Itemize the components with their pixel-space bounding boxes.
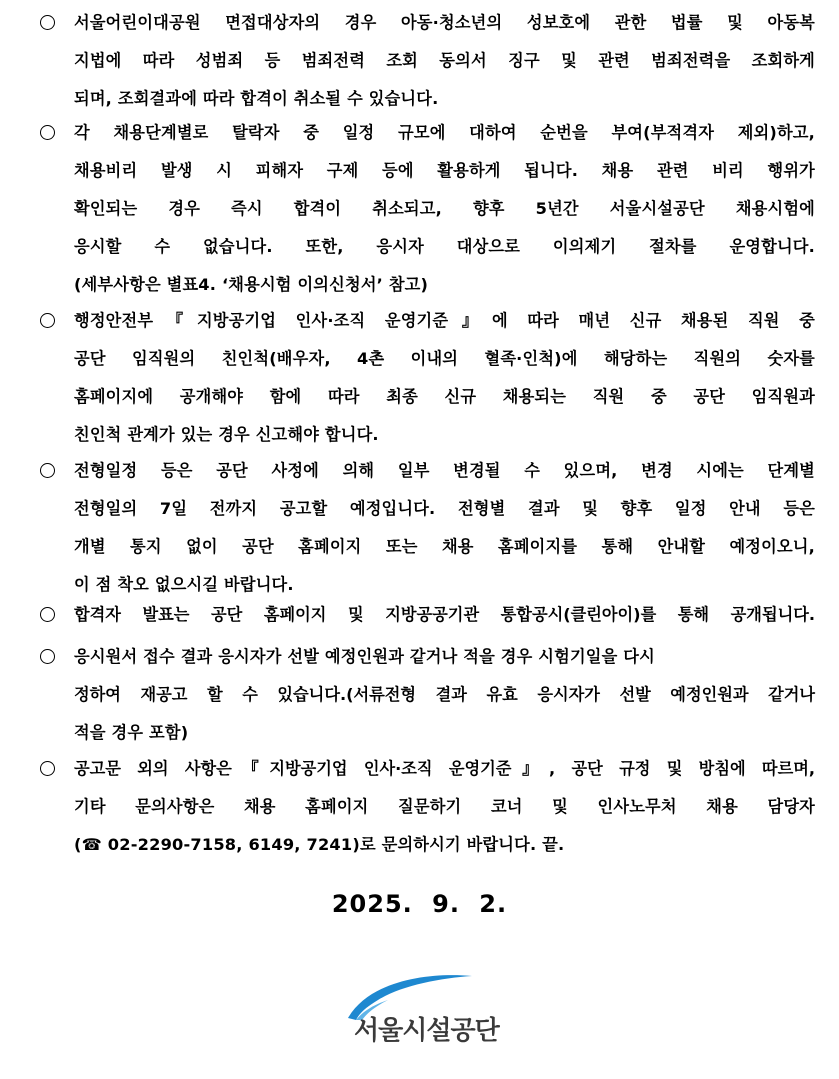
notice-line: 응시할 수 없습니다. 또한, 응시자 대상으로 이의제기 절차를 운영합니다. (74, 237, 815, 256)
notice-line: 홈페이지에 공개해야 함에 따라 최종 신규 채용되는 직원 중 공단 임직원과 (74, 387, 815, 406)
notice-line: 공고문 외의 사항은『지방공기업 인사·조직 운영기준』, 공단 규정 및 방침에 따르며, (74, 759, 815, 778)
notice-item (40, 640, 815, 752)
notice-line: 채용비리 발생 시 피해자 구제 등에 활용하게 됩니다. 채용 관련 비리 행위가 (74, 161, 815, 180)
notice-line: 기타 문의사항은 채용 홈페이지 질문하기 코너 및 인사노무처 채용 담당자 (74, 797, 815, 816)
notice-line: (☎ 02-2290-7158, 6149, 7241)로 문의하시기 바랍니다. 끝. (74, 835, 565, 854)
organization-logo-text: 서울시설공단 (354, 1016, 499, 1046)
notice-line: (세부사항은 별표4. ‘채용시험 이의신청서’ 참고) (74, 275, 429, 294)
notice-line: 전형일정 등은 공단 사정에 의해 일부 변경될 수 있으며, 변경 시에는 단계별 (74, 461, 815, 480)
circle-bullet-icon (40, 125, 55, 140)
circle-bullet-icon (40, 15, 55, 30)
notice-line: 합격자 발표는 공단 홈페이지 및 지방공공기관 통합공시(클린아이)를 통해 공개됩니다. (74, 605, 815, 624)
notice-item (40, 454, 815, 606)
notice-item (40, 304, 815, 456)
notice-line: 되며, 조회결과에 따라 합격이 취소될 수 있습니다. (74, 89, 439, 108)
notice-line: 확인되는 경우 즉시 합격이 취소되고, 향후 5년간 서울시설공단 채용시험에 (74, 199, 815, 218)
circle-bullet-icon (40, 761, 55, 776)
notice-item (40, 598, 815, 636)
notice-line: 개별 통지 없이 공단 홈페이지 또는 채용 홈페이지를 통해 안내할 예정이오니, (74, 537, 815, 556)
notice-item (40, 6, 815, 120)
notice-line: 적을 경우 포함) (74, 723, 189, 742)
announcement-date: 2025. 9. 2. (331, 890, 508, 918)
notice-line: 지법에 따라 성범죄 등 범죄전력 조회 동의서 징구 및 관련 범죄전력을 조회하게 (74, 51, 815, 70)
circle-bullet-icon (40, 607, 55, 622)
notice-line: 이 점 착오 없으시길 바랍니다. (74, 575, 294, 594)
notice-item (40, 116, 815, 304)
notice-line: 친인척 관계가 있는 경우 신고해야 합니다. (74, 425, 379, 444)
circle-bullet-icon (40, 463, 55, 478)
notice-line: 공단 임직원의 친인척(배우자, 4촌 이내의 혈족·인척)에 해당하는 직원의 숫자를 (74, 349, 815, 368)
notice-line: 전형일의 7일 전까지 공고할 예정입니다. 전형별 결과 및 향후 일정 안내 등은 (74, 499, 815, 518)
notice-item (40, 752, 815, 866)
notice-line: 서울어린이대공원 면접대상자의 경우 아동·청소년의 성보호에 관한 법률 및 아동복 (74, 13, 815, 32)
circle-bullet-icon (40, 649, 55, 664)
notice-line: 각 채용단계별로 탈락자 중 일정 규모에 대하여 순번을 부여(부적격자 제외)하고, (74, 123, 815, 142)
notice-line: 정하여 재공고 할 수 있습니다.(서류전형 결과 유효 응시자가 선발 예정인원과 같거나 (74, 685, 815, 704)
notice-line: 행정안전부『지방공기업 인사·조직 운영기준』에 따라 매년 신규 채용된 직원 중 (74, 311, 815, 330)
circle-bullet-icon (40, 313, 55, 328)
notice-line: 응시원서 접수 결과 응시자가 선발 예정인원과 같거나 적을 경우 시험기일을 다시 (74, 647, 655, 666)
